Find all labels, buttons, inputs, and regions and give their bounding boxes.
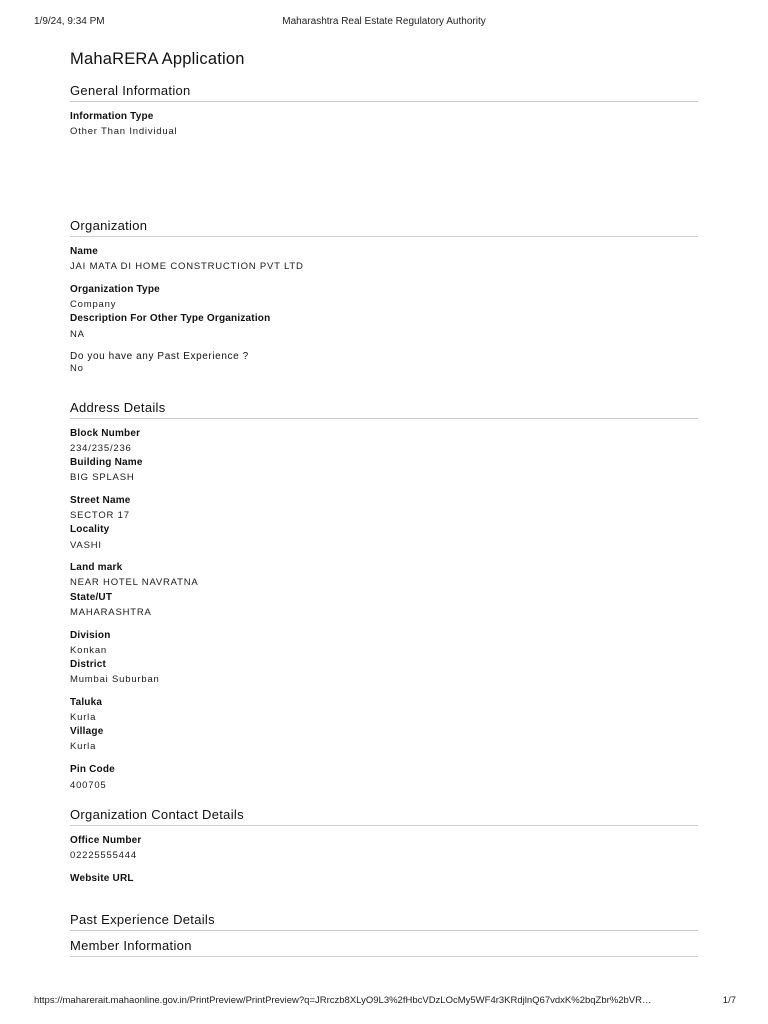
state-label: State/UT [70,592,113,603]
print-page-title: Maharashtra Real Estate Regulatory Authority [282,16,486,27]
print-page-url: https://maharerait.mahaonline.gov.in/PrintPreview/PrintPreview?q=JRrczb8XLyO9L3%2fHbcVDzLOcMy5WF4r3KRdjlnQ67vdxK%2bqZbr%2bVR… [34,995,652,1006]
description-other-type-value: NA [70,329,85,340]
section-heading-address-details: Address Details [70,400,698,419]
landmark-label: Land mark [70,562,123,573]
locality-label: Locality [70,524,110,535]
section-heading-past-experience-details: Past Experience Details [70,912,698,931]
print-page-number: 1/7 [722,995,736,1006]
village-label: Village [70,726,104,737]
division-label: Division [70,630,111,641]
past-experience-question-value: No [70,363,84,374]
organization-type-value: Company [70,299,117,310]
description-other-type-label: Description For Other Type Organization [70,313,271,324]
district-value: Mumbai Suburban [70,674,160,685]
division-value: Konkan [70,645,108,656]
print-timestamp: 1/9/24, 9:34 PM [34,16,105,27]
block-number-label: Block Number [70,428,141,439]
website-url-label: Website URL [70,873,134,884]
office-number-label: Office Number [70,835,142,846]
block-number-value: 234/235/236 [70,443,132,454]
taluka-value: Kurla [70,712,97,723]
taluka-label: Taluka [70,697,103,708]
building-name-value: BIG SPLASH [70,472,135,483]
pin-code-value: 400705 [70,780,107,791]
print-header [34,16,734,30]
section-heading-general-information: General Information [70,83,698,102]
section-heading-member-information: Member Information [70,938,698,957]
section-heading-organization: Organization [70,218,698,237]
state-value: MAHARASHTRA [70,607,152,618]
building-name-label: Building Name [70,457,143,468]
information-type-label: Information Type [70,111,154,122]
pin-code-label: Pin Code [70,764,115,775]
village-value: Kurla [70,741,97,752]
organization-type-label: Organization Type [70,284,160,295]
landmark-value: NEAR HOTEL NAVRATNA [70,577,199,588]
information-type-value: Other Than Individual [70,126,178,137]
street-name-label: Street Name [70,495,131,506]
page-title: MahaRERA Application [70,50,245,68]
past-experience-question-label: Do you have any Past Experience ? [70,351,249,362]
name-value: JAI MATA DI HOME CONSTRUCTION PVT LTD [70,261,304,272]
locality-value: VASHI [70,540,102,551]
district-label: District [70,659,107,670]
print-footer [34,995,736,1009]
office-number-value: 02225555444 [70,850,137,861]
name-label: Name [70,246,99,257]
section-heading-organization-contact-details: Organization Contact Details [70,807,698,826]
street-name-value: SECTOR 17 [70,510,130,521]
